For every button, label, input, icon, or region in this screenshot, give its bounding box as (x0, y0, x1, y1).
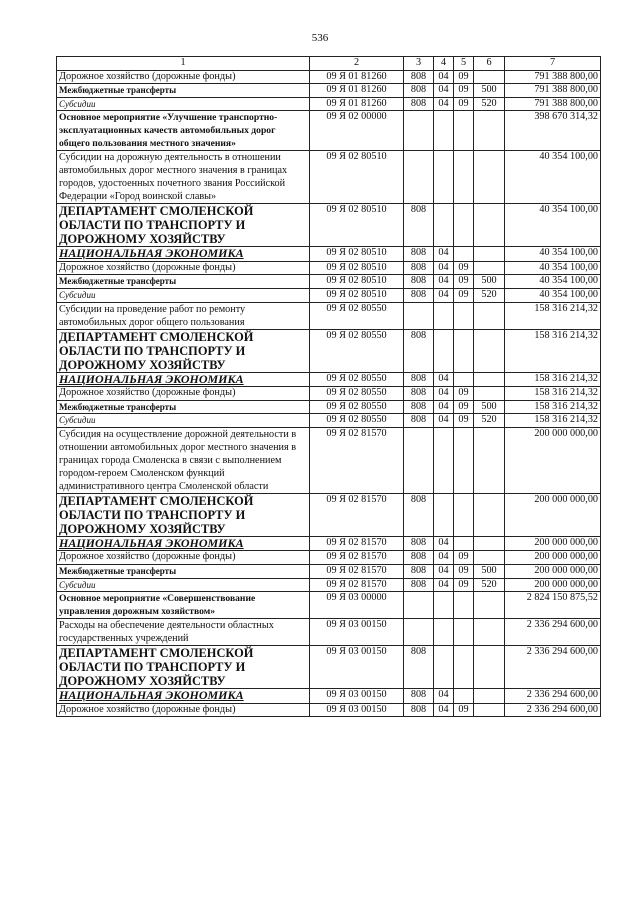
expense-type-code (474, 592, 505, 619)
target-code: 09 Я 02 80550 (310, 387, 404, 401)
target-code: 09 Я 02 80510 (310, 204, 404, 247)
expense-type-code: 500 (474, 275, 505, 289)
expense-type-code: 500 (474, 84, 505, 98)
column-header: 4 (434, 57, 454, 71)
subsection-code: 09 (454, 565, 474, 579)
target-code: 09 Я 02 80510 (310, 289, 404, 303)
section-code: 04 (434, 703, 454, 717)
item-name: Дорожное хозяйство (дорожные фонды) (57, 70, 310, 84)
target-code: 09 Я 02 81570 (310, 427, 404, 493)
section-code: 04 (434, 536, 454, 551)
table-row (57, 372, 601, 387)
table-row (57, 414, 601, 428)
table-row (57, 578, 601, 592)
expense-type-code (474, 261, 505, 275)
amount: 40 354 100,00 (505, 204, 601, 247)
subsection-code (454, 151, 474, 204)
subsection-code: 09 (454, 703, 474, 717)
section-code (434, 427, 454, 493)
subsection-code (454, 493, 474, 536)
amount: 2 336 294 600,00 (505, 619, 601, 646)
expense-type-code (474, 204, 505, 247)
amount: 398 670 314,32 (505, 111, 601, 151)
department-code (404, 619, 434, 646)
target-code: 09 Я 02 80510 (310, 247, 404, 262)
expense-type-code (474, 427, 505, 493)
item-name: Субсидия на осуществление дорожной деятельности в отношении автомобильных дорог местного значения в границах города Смоленска в связи с выполнением городом-героем Смоленском функций административного центра Смоленской области (57, 427, 310, 493)
section-code: 04 (434, 578, 454, 592)
item-name: Дорожное хозяйство (дорожные фонды) (57, 703, 310, 717)
column-header: 1 (57, 57, 310, 71)
item-name: Межбюджетные трансферты (57, 565, 310, 579)
section-code: 04 (434, 689, 454, 704)
expense-type-code (474, 689, 505, 704)
subsection-code (454, 204, 474, 247)
amount: 40 354 100,00 (505, 261, 601, 275)
department-code: 808 (404, 97, 434, 111)
subsection-code: 09 (454, 275, 474, 289)
expense-type-code (474, 646, 505, 689)
subsection-code (454, 111, 474, 151)
item-name: Субсидии (57, 578, 310, 592)
target-code: 09 Я 02 81570 (310, 493, 404, 536)
amount: 200 000 000,00 (505, 578, 601, 592)
subsection-code: 09 (454, 414, 474, 428)
expense-type-code: 520 (474, 414, 505, 428)
amount: 40 354 100,00 (505, 247, 601, 262)
section-code: 04 (434, 97, 454, 111)
expense-type-code (474, 619, 505, 646)
target-code: 09 Я 02 80550 (310, 302, 404, 329)
subsection-code (454, 372, 474, 387)
item-name: НАЦИОНАЛЬНАЯ ЭКОНОМИКА (57, 689, 310, 704)
item-name: НАЦИОНАЛЬНАЯ ЭКОНОМИКА (57, 372, 310, 387)
item-name: ДЕПАРТАМЕНТ СМОЛЕНСКОЙ ОБЛАСТИ ПО ТРАНСПОРТУ И ДОРОЖНОМУ ХОЗЯЙСТВУ (57, 204, 310, 247)
department-code (404, 151, 434, 204)
target-code: 09 Я 03 00150 (310, 689, 404, 704)
department-code (404, 302, 434, 329)
department-code: 808 (404, 387, 434, 401)
department-code: 808 (404, 536, 434, 551)
target-code: 09 Я 02 80510 (310, 261, 404, 275)
target-code: 09 Я 02 80550 (310, 400, 404, 414)
expense-type-code: 500 (474, 565, 505, 579)
target-code: 09 Я 01 81260 (310, 97, 404, 111)
section-code: 04 (434, 84, 454, 98)
target-code: 09 Я 03 00150 (310, 619, 404, 646)
page-number: 536 (311, 32, 329, 44)
target-code: 09 Я 03 00000 (310, 592, 404, 619)
department-code (404, 592, 434, 619)
table-row (57, 151, 601, 204)
department-code: 808 (404, 247, 434, 262)
target-code: 09 Я 02 00000 (310, 111, 404, 151)
item-name: Дорожное хозяйство (дорожные фонды) (57, 551, 310, 565)
item-name: Дорожное хозяйство (дорожные фонды) (57, 387, 310, 401)
amount: 158 316 214,32 (505, 387, 601, 401)
table-row (57, 619, 601, 646)
amount: 158 316 214,32 (505, 414, 601, 428)
expense-type-code (474, 372, 505, 387)
subsection-code (454, 689, 474, 704)
expense-type-code (474, 329, 505, 372)
subsection-code: 09 (454, 70, 474, 84)
item-name: ДЕПАРТАМЕНТ СМОЛЕНСКОЙ ОБЛАСТИ ПО ТРАНСПОРТУ И ДОРОЖНОМУ ХОЗЯЙСТВУ (57, 493, 310, 536)
item-name: Субсидии на дорожную деятельность в отношении автомобильных дорог местного значения в границах городов, удостоенных почетного звания Российской Федерации «Город воинской славы» (57, 151, 310, 204)
subsection-code (454, 247, 474, 262)
target-code: 09 Я 02 80510 (310, 275, 404, 289)
table-row (57, 247, 601, 262)
target-code: 09 Я 02 80550 (310, 414, 404, 428)
column-header: 3 (404, 57, 434, 71)
department-code: 808 (404, 84, 434, 98)
section-code: 04 (434, 400, 454, 414)
target-code: 09 Я 02 81570 (310, 536, 404, 551)
item-name: Межбюджетные трансферты (57, 275, 310, 289)
department-code: 808 (404, 565, 434, 579)
target-code: 09 Я 01 81260 (310, 70, 404, 84)
item-name: Межбюджетные трансферты (57, 84, 310, 98)
target-code: 09 Я 02 80550 (310, 372, 404, 387)
amount: 158 316 214,32 (505, 400, 601, 414)
table-row (57, 302, 601, 329)
department-code: 808 (404, 689, 434, 704)
budget-table (56, 56, 601, 717)
table-row (57, 551, 601, 565)
expense-type-code (474, 247, 505, 262)
amount: 40 354 100,00 (505, 275, 601, 289)
table-row (57, 84, 601, 98)
target-code: 09 Я 03 00150 (310, 646, 404, 689)
department-code (404, 427, 434, 493)
department-code: 808 (404, 289, 434, 303)
section-code: 04 (434, 275, 454, 289)
table-row (57, 70, 601, 84)
table-row (57, 565, 601, 579)
amount: 200 000 000,00 (505, 493, 601, 536)
expense-type-code: 520 (474, 578, 505, 592)
section-code (434, 592, 454, 619)
department-code: 808 (404, 70, 434, 84)
amount: 158 316 214,32 (505, 329, 601, 372)
section-code (434, 302, 454, 329)
table-row (57, 387, 601, 401)
item-name: Основное мероприятие «Совершенствование управления дорожным хозяйством» (57, 592, 310, 619)
amount: 791 388 800,00 (505, 84, 601, 98)
department-code: 808 (404, 551, 434, 565)
expense-type-code (474, 703, 505, 717)
amount: 40 354 100,00 (505, 289, 601, 303)
department-code: 808 (404, 414, 434, 428)
amount: 200 000 000,00 (505, 565, 601, 579)
expense-type-code: 520 (474, 97, 505, 111)
section-code (434, 646, 454, 689)
item-name: НАЦИОНАЛЬНАЯ ЭКОНОМИКА (57, 536, 310, 551)
department-code: 808 (404, 261, 434, 275)
amount: 158 316 214,32 (505, 302, 601, 329)
table-row (57, 646, 601, 689)
table-row (57, 493, 601, 536)
amount: 2 336 294 600,00 (505, 703, 601, 717)
column-header: 6 (474, 57, 505, 71)
amount: 2 336 294 600,00 (505, 689, 601, 704)
department-code: 808 (404, 329, 434, 372)
amount: 200 000 000,00 (505, 536, 601, 551)
amount: 200 000 000,00 (505, 427, 601, 493)
item-name: ДЕПАРТАМЕНТ СМОЛЕНСКОЙ ОБЛАСТИ ПО ТРАНСПОРТУ И ДОРОЖНОМУ ХОЗЯЙСТВУ (57, 329, 310, 372)
department-code: 808 (404, 372, 434, 387)
target-code: 09 Я 03 00150 (310, 703, 404, 717)
subsection-code: 09 (454, 289, 474, 303)
expense-type-code (474, 151, 505, 204)
subsection-code (454, 329, 474, 372)
subsection-code (454, 427, 474, 493)
table-row (57, 289, 601, 303)
item-name: Межбюджетные трансферты (57, 400, 310, 414)
amount: 2 824 150 875,52 (505, 592, 601, 619)
column-header: 2 (310, 57, 404, 71)
column-number-row (57, 57, 601, 71)
amount: 791 388 800,00 (505, 70, 601, 84)
subsection-code (454, 536, 474, 551)
department-code: 808 (404, 400, 434, 414)
column-header: 5 (454, 57, 474, 71)
expense-type-code (474, 493, 505, 536)
section-code: 04 (434, 70, 454, 84)
section-code (434, 619, 454, 646)
item-name: Дорожное хозяйство (дорожные фонды) (57, 261, 310, 275)
department-code: 808 (404, 703, 434, 717)
table-row (57, 275, 601, 289)
subsection-code (454, 619, 474, 646)
section-code: 04 (434, 551, 454, 565)
subsection-code (454, 592, 474, 619)
table-row (57, 592, 601, 619)
expense-type-code (474, 70, 505, 84)
table-row (57, 204, 601, 247)
target-code: 09 Я 02 81570 (310, 578, 404, 592)
amount: 40 354 100,00 (505, 151, 601, 204)
department-code: 808 (404, 493, 434, 536)
expense-type-code (474, 551, 505, 565)
subsection-code: 09 (454, 387, 474, 401)
table-row (57, 97, 601, 111)
table-row (57, 536, 601, 551)
section-code (434, 329, 454, 372)
subsection-code (454, 646, 474, 689)
subsection-code: 09 (454, 84, 474, 98)
amount: 2 336 294 600,00 (505, 646, 601, 689)
amount: 200 000 000,00 (505, 551, 601, 565)
item-name: Субсидии (57, 289, 310, 303)
table-row (57, 261, 601, 275)
subsection-code: 09 (454, 551, 474, 565)
amount: 158 316 214,32 (505, 372, 601, 387)
expense-type-code (474, 302, 505, 329)
section-code: 04 (434, 565, 454, 579)
expense-type-code: 500 (474, 400, 505, 414)
section-code (434, 204, 454, 247)
target-code: 09 Я 02 80550 (310, 329, 404, 372)
expense-type-code (474, 536, 505, 551)
department-code: 808 (404, 646, 434, 689)
item-name: Основное мероприятие «Улучшение транспортно-эксплуатационных качеств автомобильных дорог общего пользования местного значения» (57, 111, 310, 151)
section-code: 04 (434, 387, 454, 401)
table-row (57, 703, 601, 717)
target-code: 09 Я 01 81260 (310, 84, 404, 98)
target-code: 09 Я 02 80510 (310, 151, 404, 204)
target-code: 09 Я 02 81570 (310, 551, 404, 565)
expense-type-code (474, 387, 505, 401)
item-name: Субсидии (57, 414, 310, 428)
table-row (57, 400, 601, 414)
subsection-code: 09 (454, 400, 474, 414)
expense-type-code (474, 111, 505, 151)
section-code (434, 493, 454, 536)
section-code: 04 (434, 372, 454, 387)
item-name: Субсидии (57, 97, 310, 111)
section-code (434, 151, 454, 204)
department-code: 808 (404, 578, 434, 592)
item-name: Расходы на обеспечение деятельности областных государственных учреждений (57, 619, 310, 646)
subsection-code: 09 (454, 578, 474, 592)
department-code: 808 (404, 204, 434, 247)
item-name: ДЕПАРТАМЕНТ СМОЛЕНСКОЙ ОБЛАСТИ ПО ТРАНСПОРТУ И ДОРОЖНОМУ ХОЗЯЙСТВУ (57, 646, 310, 689)
section-code: 04 (434, 414, 454, 428)
section-code (434, 111, 454, 151)
expense-type-code: 520 (474, 289, 505, 303)
subsection-code: 09 (454, 97, 474, 111)
department-code (404, 111, 434, 151)
section-code: 04 (434, 247, 454, 262)
column-header: 7 (505, 57, 601, 71)
item-name: НАЦИОНАЛЬНАЯ ЭКОНОМИКА (57, 247, 310, 262)
table-row (57, 111, 601, 151)
subsection-code: 09 (454, 261, 474, 275)
section-code: 04 (434, 261, 454, 275)
target-code: 09 Я 02 81570 (310, 565, 404, 579)
item-name: Субсидии на проведение работ по ремонту автомобильных дорог общего пользования (57, 302, 310, 329)
table-row (57, 689, 601, 704)
table-row (57, 427, 601, 493)
table-row (57, 329, 601, 372)
department-code: 808 (404, 275, 434, 289)
amount: 791 388 800,00 (505, 97, 601, 111)
subsection-code (454, 302, 474, 329)
section-code: 04 (434, 289, 454, 303)
